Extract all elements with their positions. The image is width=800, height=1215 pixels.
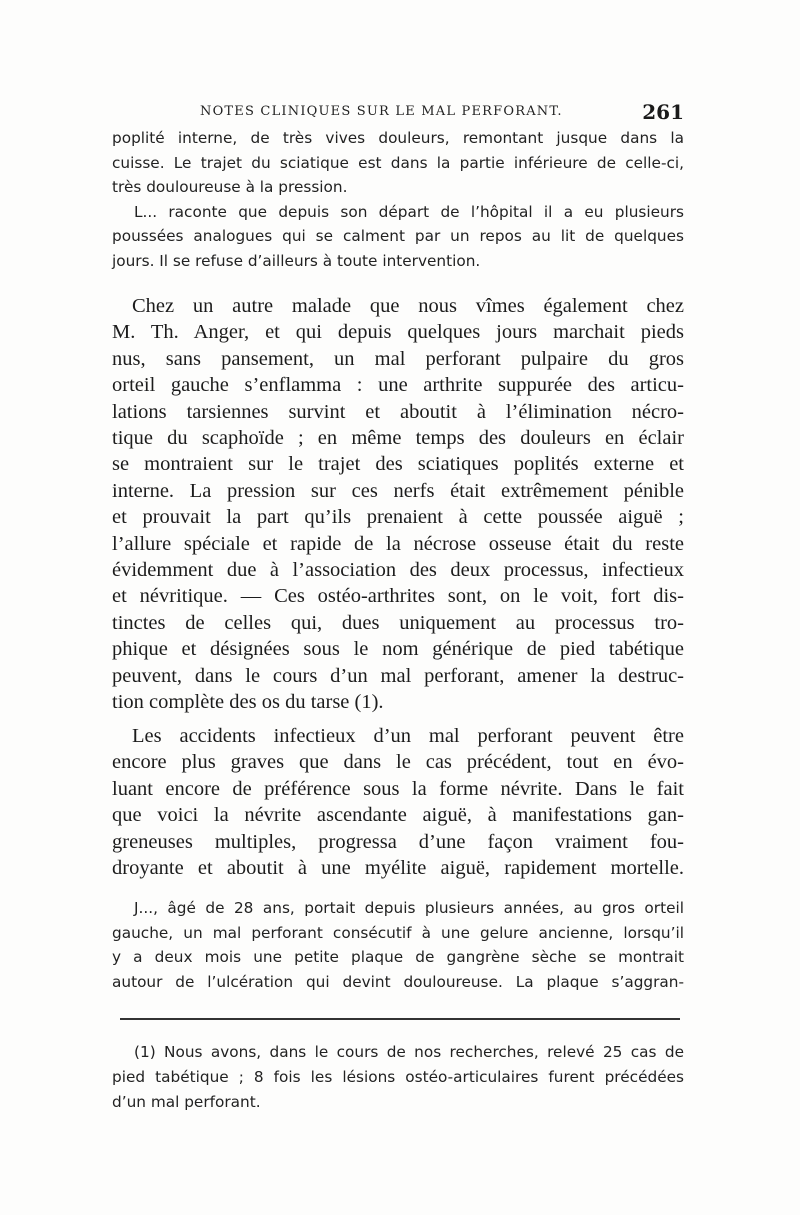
text-line: orteil gauche s’enflamma : une arthrite suppurée des articu- [112, 374, 684, 397]
text-line: phique et désignées sous le nom générique de pied tabétique [112, 638, 684, 661]
text-line: droyante et aboutit à une myélite aiguë, rapidement mortelle. [112, 857, 684, 880]
text-line: greneuses multiples, progressa d’une façon vraiment fou- [112, 830, 684, 853]
text-line: nus, sans pansement, un mal perforant pulpaire du gros [112, 347, 684, 370]
text-line: peuvent, dans le cours d’un mal perforant, amener la destruc- [112, 664, 684, 687]
footnote [112, 1040, 684, 1115]
text-line: encore plus graves que dans le cas précédent, tout en évo- [112, 751, 684, 774]
text-line: J..., âgé de 28 ans, portait depuis plusieurs années, au gros orteil [134, 899, 684, 917]
text-line: l’allure spéciale et rapide de la nécrose osseuse était du reste [112, 532, 684, 555]
text-line: L... raconte que depuis son départ de l’hôpital il a eu plusieurs [134, 202, 684, 221]
text-line: et névritique. — Ces ostéo-arthrites sont, on le voit, fort dis- [112, 585, 684, 608]
paragraph-2 [112, 723, 684, 881]
text-line: Chez un autre malade que nous vîmes également chez [132, 295, 684, 317]
footnote-line: (1) Nous avons, dans le cours de nos recherches, relevé 25 cas de [134, 1043, 684, 1061]
text-line: tinctes de celles qui, dues uniquement au processus tro- [112, 611, 684, 634]
text-line: autour de l’ulcération qui devint douloureuse. La plaque s’aggran- [112, 972, 684, 991]
footnote-rule [120, 1018, 680, 1020]
text-line: Les accidents infectieux d’un mal perforant peuvent être [132, 725, 684, 747]
running-head: NOTES CLINIQUES SUR LE MAL PERFORANT. [200, 104, 563, 119]
footnote-line: d’un mal perforant. [112, 1093, 261, 1111]
text-line: que voici la névrite ascendante aiguë, à manifestations gan- [112, 804, 684, 827]
text-line: et prouvait la part qu’ils prenaient à cette poussée aiguë ; [112, 506, 684, 529]
text-line: jours. Il se refuse d’ailleurs à toute intervention. [112, 251, 481, 270]
text-line: cuisse. Le trajet du sciatique est dans la partie inférieure de celle-ci, [112, 153, 684, 172]
text-line: tique du scaphoïde ; en même temps des douleurs en éclair [112, 427, 684, 450]
page-header [112, 100, 684, 124]
case-note-2 [112, 896, 684, 994]
text-line: lations tarsiennes survint et aboutit à l’élimination nécro- [112, 400, 684, 423]
case-note-1 [112, 126, 684, 273]
text-line: M. Th. Anger, et qui depuis quelques jours marchait pieds [112, 321, 684, 344]
text-line: se montraient sur le trajet des sciatiques poplités externe et [112, 453, 684, 476]
paragraph-1 [112, 293, 684, 716]
page-number: 261 [642, 100, 684, 124]
text-line: y a deux mois une petite plaque de gangrène sèche se montrait [112, 948, 684, 966]
text-line: poussées analogues qui se calment par un repos au lit de quelques [112, 227, 684, 245]
text-line: tion complète des os du tarse (1). [112, 691, 384, 714]
text-line: gauche, un mal perforant consécutif à une gelure ancienne, lorsqu’il [112, 923, 684, 942]
footnote-line: pied tabétique ; 8 fois les lésions ostéo-articulaires furent précédées [112, 1068, 684, 1086]
text-line: très douloureuse à la pression. [112, 178, 348, 196]
text-line: interne. La pression sur ces nerfs était extrêmement pénible [112, 479, 684, 502]
text-line: luant encore de préférence sous la forme névrite. Dans le fait [112, 777, 684, 800]
text-line: poplité interne, de très vives douleurs, remontant jusque dans la [112, 129, 684, 147]
text-line: évidemment due à l’association des deux processus, infectieux [112, 559, 684, 582]
